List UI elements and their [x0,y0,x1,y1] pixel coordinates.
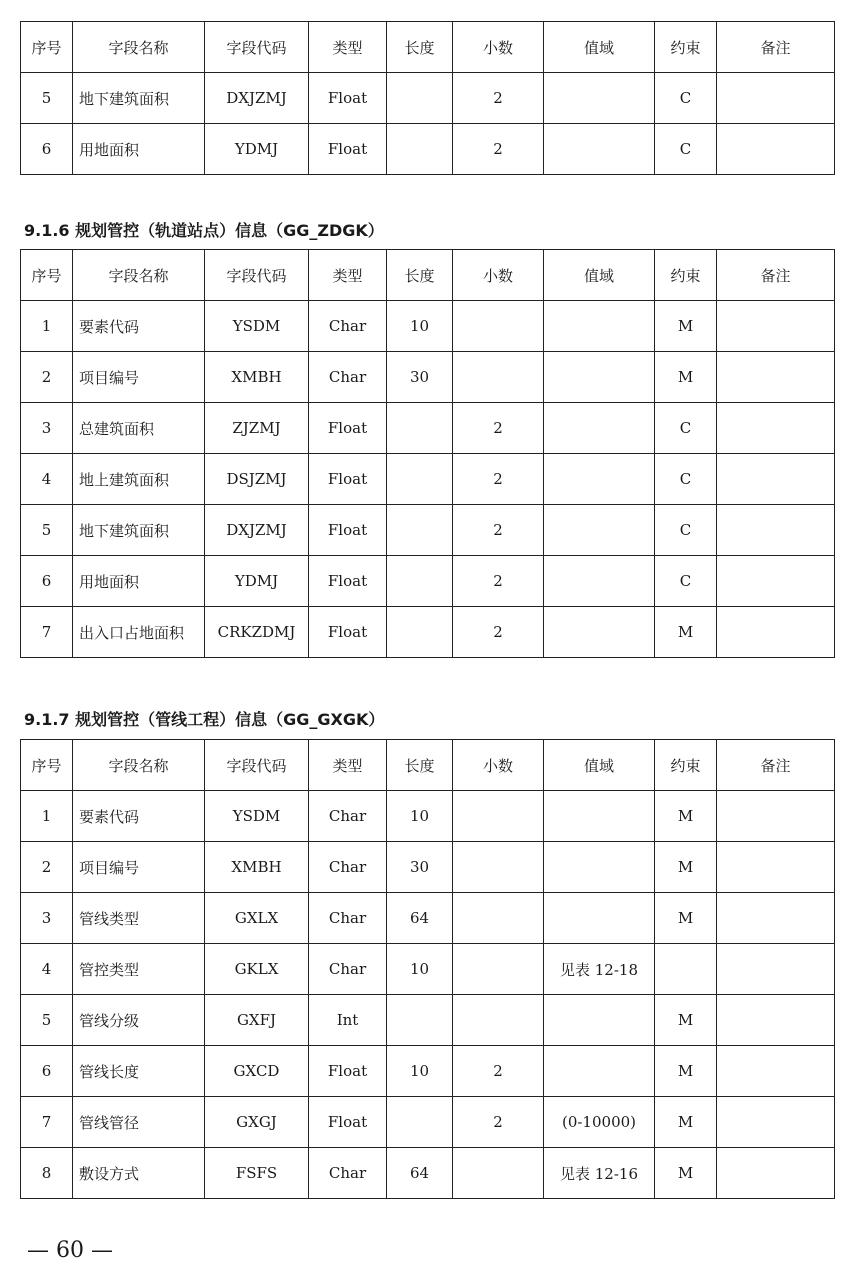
table-cell: Float [309,607,387,658]
table-cell: 2 [453,1097,544,1148]
table-cell [717,1097,835,1148]
column-header: 小数 [453,250,544,301]
column-header: 字段代码 [205,22,309,73]
table-cell [544,791,655,842]
table-cell: 8 [21,1148,73,1199]
table-cell: YDMJ [205,556,309,607]
table-row [21,1097,835,1148]
table-cell [717,403,835,454]
column-header: 约束 [655,250,717,301]
table-cell [387,1097,453,1148]
column-header: 字段名称 [73,740,205,791]
table-row [21,403,835,454]
table-header-row [21,740,835,791]
table-header-row [21,22,835,73]
table-cell [544,893,655,944]
table-cell: Char [309,352,387,403]
table-cell [387,403,453,454]
table-cell: Float [309,1046,387,1097]
table-cell: M [655,893,717,944]
table-continued [20,21,835,175]
table-cell: 要素代码 [73,791,205,842]
table-cell: GXGJ [205,1097,309,1148]
table-cell [387,73,453,124]
table-cell [717,454,835,505]
table-cell [544,454,655,505]
table-cell: 2 [21,352,73,403]
table-cell [453,301,544,352]
table-cell: 7 [21,1097,73,1148]
table-cell [655,944,717,995]
table-cell [544,352,655,403]
table-cell [717,995,835,1046]
table-cell [453,791,544,842]
table-cell: 用地面积 [73,556,205,607]
table-gg-gxgk [20,739,835,1199]
column-header: 值域 [544,740,655,791]
column-header: 字段名称 [73,250,205,301]
table-cell: M [655,301,717,352]
table-row [21,1046,835,1097]
table-cell: Char [309,791,387,842]
table-cell [453,842,544,893]
table-row [21,556,835,607]
table-cell: Float [309,556,387,607]
table-cell: YSDM [205,301,309,352]
table-cell: C [655,124,717,175]
table-cell: 总建筑面积 [73,403,205,454]
table-cell: GXFJ [205,995,309,1046]
table-cell: DXJZMJ [205,505,309,556]
table-cell [717,352,835,403]
table-cell [387,454,453,505]
table-cell [717,791,835,842]
table-cell: C [655,73,717,124]
table-cell: GXCD [205,1046,309,1097]
table-cell: 敷设方式 [73,1148,205,1199]
table-cell [387,995,453,1046]
table-cell [544,995,655,1046]
table-cell: M [655,791,717,842]
table-cell: M [655,1046,717,1097]
table-cell: 2 [453,124,544,175]
table-row [21,352,835,403]
column-header: 约束 [655,22,717,73]
column-header: 长度 [387,22,453,73]
table-cell [453,1148,544,1199]
table-cell: 2 [453,556,544,607]
table-cell: Float [309,403,387,454]
table-cell: 10 [387,1046,453,1097]
column-header: 备注 [717,250,835,301]
table-cell: 2 [453,73,544,124]
table-cell: 7 [21,607,73,658]
table-cell: ZJZMJ [205,403,309,454]
table-cell [544,1046,655,1097]
table-cell [387,556,453,607]
table-cell [544,556,655,607]
table-cell: (0-10000) [544,1097,655,1148]
column-header: 小数 [453,740,544,791]
table-cell: 项目编号 [73,842,205,893]
table-cell [453,893,544,944]
table-cell [717,1046,835,1097]
table-row [21,607,835,658]
column-header: 备注 [717,22,835,73]
table-row [21,124,835,175]
table-cell: 6 [21,1046,73,1097]
table-cell [387,505,453,556]
table-cell: 管线类型 [73,893,205,944]
table-cell [453,995,544,1046]
table-cell [717,301,835,352]
table-cell [717,556,835,607]
table-row [21,944,835,995]
table-cell: 管线管径 [73,1097,205,1148]
table-cell [717,73,835,124]
table-cell: 2 [453,403,544,454]
table-cell: 30 [387,842,453,893]
table-cell [544,842,655,893]
table-cell: 10 [387,791,453,842]
column-header: 类型 [309,22,387,73]
page-number: — 60 — [27,1238,113,1263]
table-header-row [21,250,835,301]
table-cell: 4 [21,454,73,505]
table-cell [544,403,655,454]
table-cell [544,301,655,352]
table-cell: 2 [21,842,73,893]
table-row [21,454,835,505]
table-cell: Char [309,944,387,995]
table-cell [717,893,835,944]
column-header: 字段代码 [205,740,309,791]
column-header: 长度 [387,250,453,301]
table-cell [717,124,835,175]
table-cell: Float [309,124,387,175]
table-row [21,73,835,124]
table-cell: M [655,1097,717,1148]
table-cell: 2 [453,607,544,658]
column-header: 小数 [453,22,544,73]
table-cell: 30 [387,352,453,403]
table-cell: C [655,556,717,607]
table-cell [387,607,453,658]
table-cell: 地下建筑面积 [73,73,205,124]
table-cell: Char [309,842,387,893]
column-header: 类型 [309,740,387,791]
table-cell [544,124,655,175]
table-cell: GKLX [205,944,309,995]
table-row [21,505,835,556]
table-cell: 10 [387,944,453,995]
table-cell: Char [309,893,387,944]
table-cell: 地上建筑面积 [73,454,205,505]
table-cell: C [655,505,717,556]
table-cell: Float [309,454,387,505]
table-cell: M [655,842,717,893]
table-cell: XMBH [205,352,309,403]
table-cell [717,842,835,893]
table-cell: 2 [453,505,544,556]
table-cell: 1 [21,791,73,842]
table-cell [544,73,655,124]
table-cell: 用地面积 [73,124,205,175]
table-row [21,842,835,893]
table-cell [544,505,655,556]
table-gg-zdgk [20,249,835,658]
table-cell: DXJZMJ [205,73,309,124]
table-cell: FSFS [205,1148,309,1199]
table-cell: 要素代码 [73,301,205,352]
table-cell: GXLX [205,893,309,944]
table-cell [717,505,835,556]
section-heading-917: 9.1.7 规划管控（管线工程）信息（GG_GXGK） [24,710,385,729]
table-cell: C [655,403,717,454]
column-header: 值域 [544,250,655,301]
table-cell: 2 [453,1046,544,1097]
table-cell: Float [309,1097,387,1148]
table-cell: 5 [21,505,73,556]
table-cell: 见表 12-16 [544,1148,655,1199]
table-cell: M [655,607,717,658]
table-cell: 64 [387,1148,453,1199]
table-cell: 5 [21,995,73,1046]
table-cell: 见表 12-18 [544,944,655,995]
table-cell: 3 [21,403,73,454]
table-cell: M [655,352,717,403]
column-header: 约束 [655,740,717,791]
column-header: 字段代码 [205,250,309,301]
table-cell [717,607,835,658]
table-row [21,995,835,1046]
column-header: 备注 [717,740,835,791]
table-cell: DSJZMJ [205,454,309,505]
table-cell: Int [309,995,387,1046]
table-row [21,791,835,842]
column-header: 字段名称 [73,22,205,73]
column-header: 类型 [309,250,387,301]
table-cell: 出入口占地面积 [73,607,205,658]
table-cell [453,944,544,995]
table-cell: 3 [21,893,73,944]
table-cell [387,124,453,175]
table-cell: 项目编号 [73,352,205,403]
table-row [21,893,835,944]
table-cell: 2 [453,454,544,505]
table-cell: 64 [387,893,453,944]
table-cell: YDMJ [205,124,309,175]
table-cell: Char [309,1148,387,1199]
table-cell: Float [309,505,387,556]
table-cell [544,607,655,658]
table-cell: 6 [21,124,73,175]
table-cell: 5 [21,73,73,124]
table-cell: M [655,1148,717,1199]
table-row [21,1148,835,1199]
table-cell: C [655,454,717,505]
table-cell: 地下建筑面积 [73,505,205,556]
table-cell [717,944,835,995]
column-header: 序号 [21,22,73,73]
table-cell: 1 [21,301,73,352]
table-cell: 管线长度 [73,1046,205,1097]
column-header: 长度 [387,740,453,791]
table-cell: Float [309,73,387,124]
table-cell [717,1148,835,1199]
column-header: 值域 [544,22,655,73]
table-cell: 管线分级 [73,995,205,1046]
table-cell: Char [309,301,387,352]
table-cell [453,352,544,403]
table-cell: YSDM [205,791,309,842]
table-cell: 10 [387,301,453,352]
section-heading-916: 9.1.6 规划管控（轨道站点）信息（GG_ZDGK） [24,221,384,240]
table-cell: 6 [21,556,73,607]
table-cell: 4 [21,944,73,995]
column-header: 序号 [21,250,73,301]
table-row [21,301,835,352]
table-cell: 管控类型 [73,944,205,995]
column-header: 序号 [21,740,73,791]
table-cell: XMBH [205,842,309,893]
table-cell: CRKZDMJ [205,607,309,658]
table-cell: M [655,995,717,1046]
